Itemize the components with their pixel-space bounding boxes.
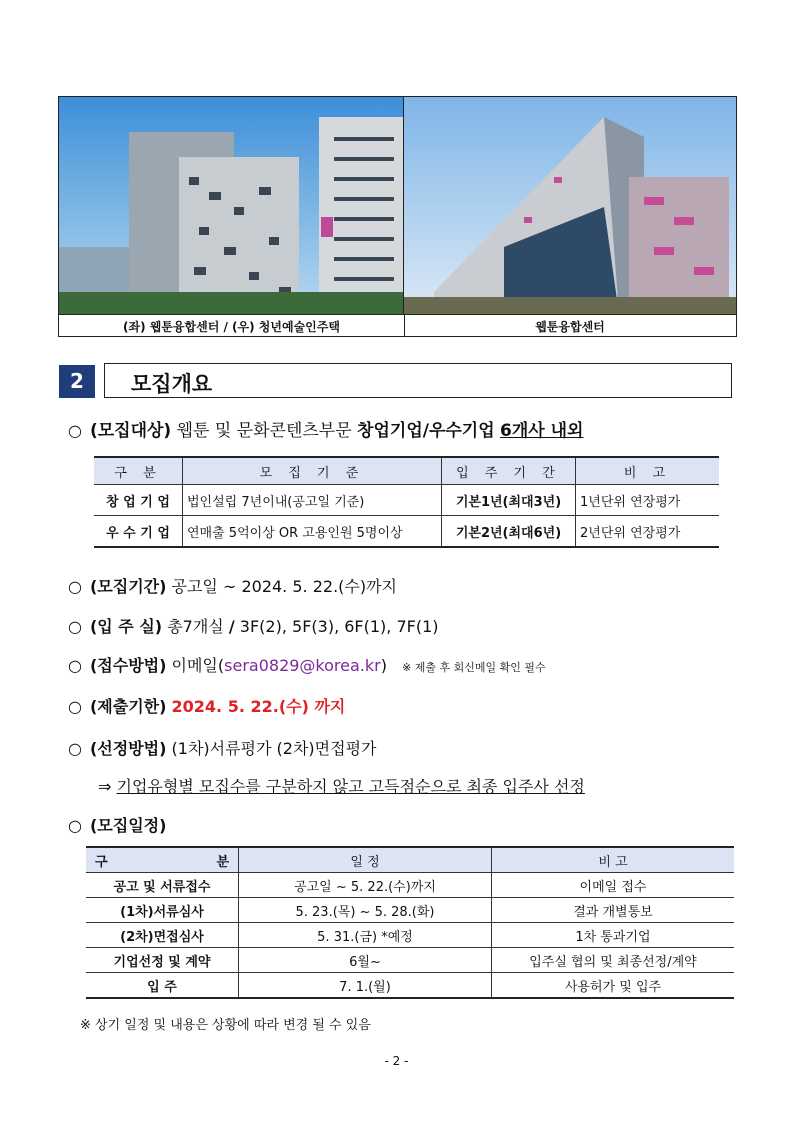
building-photo-left	[59, 97, 404, 314]
table-row	[86, 923, 734, 948]
schedule-cell: (2차)면접심사	[86, 923, 239, 948]
schedule-cell: 입 주	[86, 973, 239, 999]
page-number: - 2 -	[384, 1054, 409, 1068]
table-row	[86, 873, 734, 898]
photo-caption-right: 웹툰융합센터	[535, 320, 605, 334]
table-row	[94, 516, 719, 548]
criteria-cell: 창 업 기 업	[94, 485, 183, 516]
schedule-cell: 5. 23.(목) ~ 5. 28.(화)	[239, 898, 492, 923]
deadline-line: ○ (제출기한) 2024. 5. 22.(수) 까지	[68, 697, 346, 716]
deadline-text: 2024. 5. 22.(수) 까지	[171, 697, 346, 716]
apply-email: sera0829@korea.kr	[224, 656, 381, 675]
apply-prefix: 이메일(	[171, 656, 225, 675]
schedule-cell: 5. 31.(금) *예정	[239, 923, 492, 948]
criteria-header: 입 주 기 간	[442, 457, 576, 485]
selection-line: ○ (선정방법) (1차)서류평가 (2차)면접평가	[68, 739, 377, 758]
period-text: 공고일 ~ 2024. 5. 22.(수)까지	[171, 577, 398, 596]
photo-caption-row	[59, 314, 736, 337]
criteria-cell: 우 수 기 업	[94, 516, 183, 548]
table-row	[86, 948, 734, 973]
table-row	[86, 973, 734, 999]
schedule-cell: 결과 개별통보	[492, 898, 735, 923]
criteria-header: 구 분	[94, 457, 183, 485]
criteria-cell: 법인설립 7년이내(공고일 기준)	[183, 485, 442, 516]
table-row	[94, 485, 719, 516]
schedule-cell: 7. 1.(월)	[239, 973, 492, 999]
section-title: 모집개요	[131, 372, 213, 396]
section-title-box	[104, 363, 732, 398]
target-text: 웹툰 및 문화콘텐츠부문	[176, 421, 352, 441]
deadline-label: (제출기한)	[89, 697, 167, 716]
schedule-cell: 기업선정 및 계약	[86, 948, 239, 973]
arrow-icon: ⇒	[98, 777, 112, 796]
rooms-line: ○ (입 주 실) 총7개실 / 3F(2), 5F(3), 6F(1), 7F(1)	[68, 617, 439, 636]
apply-suffix: )	[380, 656, 387, 675]
schedule-header: 비 고	[492, 847, 735, 873]
criteria-cell: 1년단위 연장평가	[576, 485, 720, 516]
schedule-footnote: ※ 상기 일정 및 내용은 상황에 따라 변경 될 수 있음	[80, 1018, 371, 1033]
apply-label: (접수방법)	[89, 656, 167, 675]
schedule-cell: (1차)서류심사	[86, 898, 239, 923]
criteria-cell: 연매출 5억이상 OR 고용인원 5명이상	[183, 516, 442, 548]
schedule-cell: 사용허가 및 입주	[492, 973, 735, 999]
apply-line: ○ (접수방법) 이메일(sera0829@korea.kr) ※ 제출 후 회신메일 확인 필수	[68, 656, 546, 675]
schedule-table	[86, 846, 734, 999]
period-line: ○ (모집기간) 공고일 ~ 2024. 5. 22.(수)까지	[68, 577, 398, 596]
rooms-text: 3F(2), 5F(3), 6F(1), 7F(1)	[239, 617, 439, 636]
selection-text: (1차)서류평가 (2차)면접평가	[171, 739, 377, 758]
schedule-cell: 공고일 ~ 5. 22.(수)까지	[239, 873, 492, 898]
schedule-cell: 1차 통과기업	[492, 923, 735, 948]
criteria-header: 비 고	[576, 457, 720, 485]
criteria-cell: 기본2년(최대6년)	[442, 516, 576, 548]
schedule-cell: 이메일 접수	[492, 873, 735, 898]
schedule-cell: 입주실 협의 및 최종선정/계약	[492, 948, 735, 973]
schedule-label: (모집일정)	[89, 816, 167, 835]
target-line: ○ (모집대상) 웹툰 및 문화콘텐츠부문 창업기업/우수기업 6개사 내외	[68, 421, 584, 441]
target-bold: 창업기업/우수기업	[357, 421, 495, 441]
schedule-header: 일 정	[239, 847, 492, 873]
schedule-header: 구 분	[86, 847, 239, 873]
selection-note: 기업유형별 모집수를 구분하지 않고 고득점순으로 최종 입주사 선정	[116, 777, 585, 796]
rooms-slash: /	[228, 617, 235, 636]
schedule-line: ○ (모집일정)	[68, 816, 167, 835]
rooms-label: (입 주 실)	[89, 617, 163, 636]
selection-label: (선정방법)	[89, 739, 167, 758]
section-number-badge: 2	[59, 365, 95, 398]
target-label: (모집대상)	[89, 421, 172, 441]
table-row	[86, 898, 734, 923]
criteria-cell: 기본1년(최대3년)	[442, 485, 576, 516]
criteria-table	[94, 456, 719, 548]
photo-caption-left: (좌) 웹툰융합센터 / (우) 청년예술인주택	[123, 320, 340, 334]
criteria-cell: 2년단위 연장평가	[576, 516, 720, 548]
schedule-cell: 6월~	[239, 948, 492, 973]
selection-note-line	[98, 774, 585, 797]
target-highlight: 6개사 내외	[500, 421, 584, 441]
building-photo-right	[404, 97, 736, 314]
apply-note: ※ 제출 후 회신메일 확인 필수	[402, 661, 546, 674]
rooms-prefix: 총7개실	[167, 617, 224, 636]
period-label: (모집기간)	[89, 577, 167, 596]
schedule-cell: 공고 및 서류접수	[86, 873, 239, 898]
photo-table	[58, 96, 737, 337]
criteria-header: 모 집 기 준	[183, 457, 442, 485]
